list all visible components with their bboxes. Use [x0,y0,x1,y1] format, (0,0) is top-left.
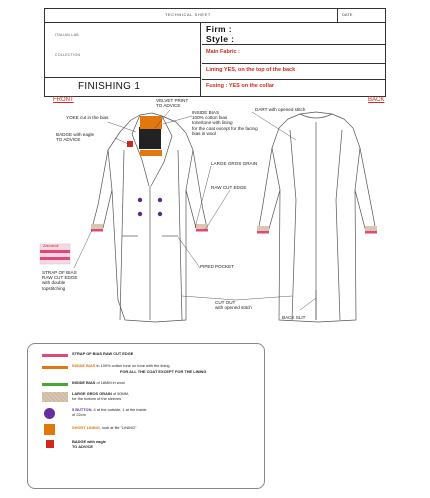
label-velvet [156,98,188,108]
leader-strap [74,230,92,268]
main-fabric: Main Fabric : [206,49,240,55]
back-label: BACK [368,97,385,103]
leader-dart [252,112,296,140]
label-inside-bias-line: INSIDE BIAS [192,110,220,115]
label-badge-line: TO ADVICE [56,137,81,143]
badge-icon [46,440,54,448]
front-sleeve-right [186,150,193,190]
leader-back-slit [300,298,316,310]
legend-text-bold: 5 BUTTON [72,407,92,412]
legend-text-line2 [120,370,206,375]
legend-text-bold: BADGE with eagle [72,439,106,444]
back-seam-left [290,130,296,320]
legend-text-bold: INSIDE BIAS [72,363,96,368]
label-cut-out [215,300,252,310]
label-inside-bias-line: 100% cotton bias [192,115,228,121]
label-strap-line: topstitching [42,285,66,291]
button [138,212,142,216]
legend-panel [27,343,265,489]
legend-text-rest: of 18MM in wool [95,380,125,385]
button [158,212,162,216]
legend-text-bold: LARGE GROS GRAIN [72,391,112,396]
label-inside-bias-line: tone/tone with lining [192,120,233,126]
legend-swatch [42,383,68,386]
back-seam-right [336,130,342,320]
section-title: FINISHING 1 [78,81,141,92]
label-strap [42,270,77,291]
collar-stand-orange [140,150,162,156]
cuff-strap-back-right [365,231,377,234]
label-inside-bias-line: bias in wool [192,130,217,136]
label-strap-line: RAW CUT EDGE [42,275,78,281]
label-back-slit: BACK SLIT [282,315,306,320]
back-sleeve-left [272,148,280,190]
back-coat-outline [258,112,376,322]
label-velvet-line: TO ADVICE [156,103,181,109]
label-cut-out-line: CUT OUT [215,300,236,305]
legend-text-bold: STRAP OF BIAS RAW CUT EDGE [72,351,134,356]
lining-note: Lining YES, on the top of the back [206,67,296,73]
legend-text [72,352,133,357]
cuff-strap-front-right [196,229,208,232]
fusing-note: Fusing : YES on the collar [206,83,275,89]
button-icon [44,408,55,419]
label-velvet-line: VELVET PRINT [156,98,189,103]
label-badge-line: BADGE with eagle [56,132,95,137]
legend-text [72,426,136,431]
legend-swatch [44,424,55,435]
collection-label: COLLECTION [55,53,81,57]
button [158,198,162,202]
legend-text-rest: , 4 at the outside, 1 at the inside [91,407,147,412]
legend-text-bold: INSIDE BIAS [72,380,96,385]
label-strap-line: with double [42,280,66,286]
strap-sample-band [40,257,70,260]
legend-text-bold: FOR ALL THE COAT EXCEPT FOR THE LINING [120,369,207,374]
legend-text-bold: SHORT LINING [72,425,100,430]
legend-swatch [42,366,68,369]
cuff-strap-front-left [91,229,103,232]
legend-swatch [42,354,68,357]
front-seam-right [178,150,182,320]
back-sleeve-right [355,148,360,190]
button [138,198,142,202]
legend-text-rest: in 100% cotton tone on tone with the lining [95,363,170,368]
legend-text [72,381,125,386]
leader-piped [178,237,200,268]
leader-yoke [108,122,136,132]
label-inside-bias [192,110,258,136]
label-strap-line: STRAP OF BIAS [42,270,77,275]
label-piped-pocket: PIPED POCKET [200,264,234,269]
label-yoke: YOKE cut in the bias [66,115,109,120]
leader-inside-bias [163,116,192,124]
label-strap-sample: Zaccaroli [43,244,59,248]
legend-text-line2 [72,445,93,450]
legend-text-line2: for the bottom of the sleeves [72,396,122,401]
back-collar [300,114,332,118]
label-large-gros: LARGE GROS GRAIN [211,161,258,166]
label-dart: DART with opened stitch [255,107,306,112]
label-badge [56,132,94,142]
velvet-print-patch [139,127,161,149]
leader-raw-cut [205,190,230,230]
label-cut-out-line: with opened stitch [215,305,252,311]
firm-label: Firm : [206,24,233,34]
legend-swatch [42,392,68,402]
line-label: ITALIAN LAB [55,33,79,37]
front-sleeve-left [108,150,112,190]
strap-sample-band [40,250,70,253]
legend-text-line2: of 22cm [72,412,86,417]
date-label: DATE [342,12,353,17]
legend-text-bold: TO ADVICE [72,444,93,449]
cuff-strap-back-left [257,231,269,234]
legend-text-rest: of 50MM, [111,391,130,396]
leader-badge [115,138,128,144]
front-label: FRONT [53,97,74,103]
sheet-title: TECHNICAL SHEET [165,12,211,17]
legend-text-rest: , look at file "LINING" [99,425,137,430]
front-seam-left [120,150,124,320]
label-inside-bias-line: for the coat except for the facing [192,125,258,131]
inside-bias-orange [140,116,162,129]
style-label: Style : [206,34,235,44]
label-raw-cut: RAW CUT EDGE [211,185,247,190]
